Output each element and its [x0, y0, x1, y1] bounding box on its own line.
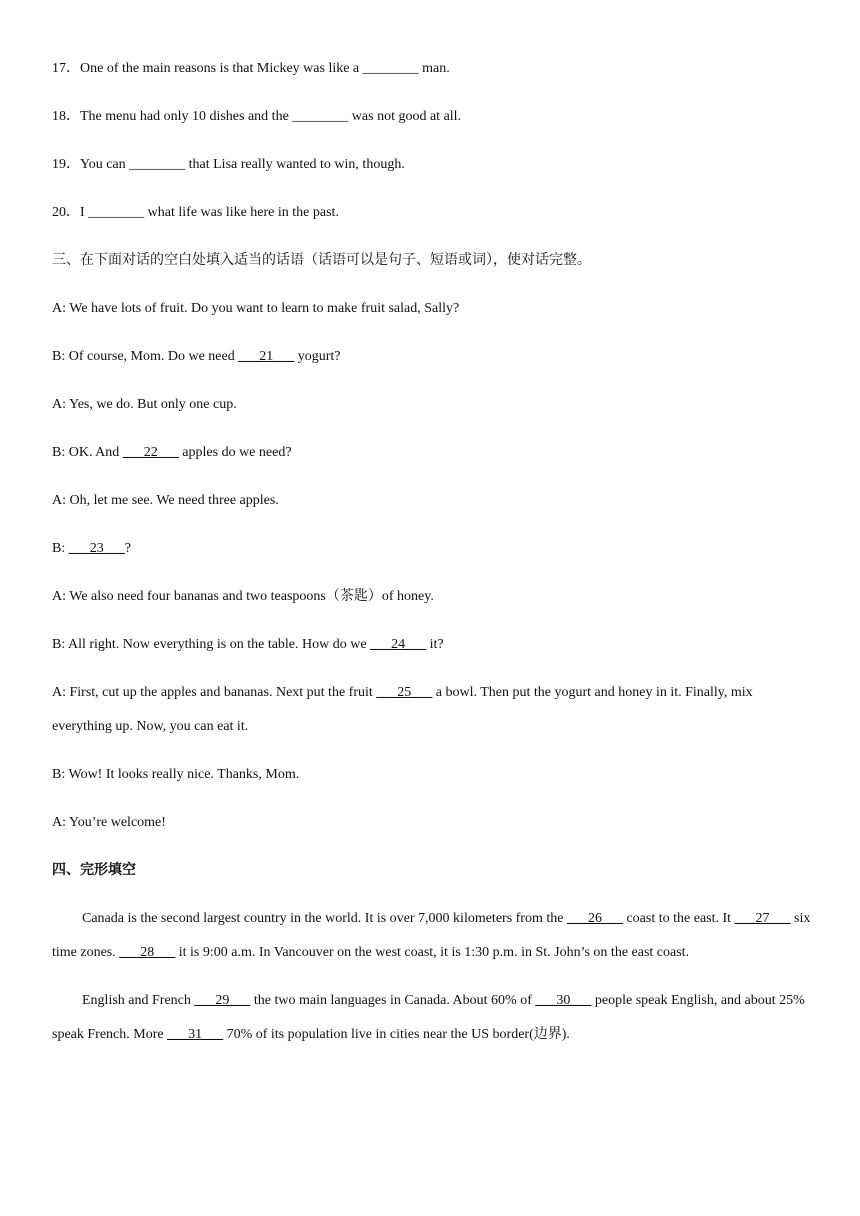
dialogue-line: A: First, cut up the apples and bananas. Next put the fruit ___25___ a bowl. Then put the yogurt and honey in it. Finally, mix everything up. Now, you can eat it.	[52, 685, 753, 734]
section-4-title: 四、完形填空	[52, 863, 136, 878]
question-19: 19．You can ________ that Lisa really wanted to win, though.	[52, 157, 405, 172]
section-3-title: 三、在下面对话的空白处填入适当的话语（话语可以是句子、短语或词），使对话完整。	[52, 253, 591, 268]
dialogue-line: A: We have lots of fruit. Do you want to learn to make fruit salad, Sally?	[52, 301, 460, 316]
answer-blank[interactable]: ________	[88, 205, 145, 220]
question-17: 17．One of the main reasons is that Mickey was like a ________ man.	[52, 61, 450, 76]
dialogue-line: A: We also need four bananas and two teaspoons（茶匙）of honey.	[52, 589, 434, 604]
answer-blank-29[interactable]: ___29___	[194, 993, 251, 1008]
question-20: 20．I ________ what life was like here in the past.	[52, 205, 339, 220]
answer-blank-21[interactable]: ___21___	[238, 349, 295, 364]
answer-blank-25[interactable]: ___25___	[376, 685, 433, 700]
answer-blank-27[interactable]: ___27___	[734, 911, 791, 926]
answer-blank-23[interactable]: ___23___	[68, 541, 125, 556]
dialogue-line: A: Yes, we do. But only one cup.	[52, 397, 237, 412]
cloze-paragraph-1: Canada is the second largest country in the world. It is over 7,000 kilometers from the ___26___ coast to the east. It ___27___ six time zones. ___28___ it is 9:00 a.m. In Vancouver on the west coast, it is 1:30 p.m. in St. John’s on the east coast.	[52, 911, 811, 960]
question-18: 18．The menu had only 10 dishes and the ________ was not good at all.	[52, 109, 462, 124]
dialogue-line: B: OK. And ___22___ apples do we need?	[52, 445, 292, 460]
answer-blank-24[interactable]: ___24___	[370, 637, 427, 652]
dialogue-line: B: Of course, Mom. Do we need ___21___ yogurt?	[52, 349, 341, 364]
dialogue-line: B: ___23___?	[52, 541, 131, 556]
dialogue-line: A: You’re welcome!	[52, 815, 166, 830]
answer-blank[interactable]: ________	[129, 157, 186, 172]
cloze-paragraph-2: English and French ___29___ the two main languages in Canada. About 60% of ___30___ people speak English, and about 25% speak French. More ___31___ 70% of its population live in cities near the US border(边界).	[52, 993, 805, 1042]
dialogue-line: A: Oh, let me see. We need three apples.	[52, 493, 279, 508]
answer-blank-31[interactable]: ___31___	[167, 1027, 224, 1042]
document-page	[52, 52, 812, 1066]
answer-blank-30[interactable]: ___30___	[535, 993, 592, 1008]
answer-blank-22[interactable]: ___22___	[122, 445, 179, 460]
answer-blank-26[interactable]: ___26___	[566, 911, 623, 926]
answer-blank[interactable]: ________	[362, 61, 419, 76]
dialogue-line: B: Wow! It looks really nice. Thanks, Mom.	[52, 767, 300, 782]
answer-blank[interactable]: ________	[292, 109, 349, 124]
dialogue-line: B: All right. Now everything is on the table. How do we ___24___ it?	[52, 637, 444, 652]
answer-blank-28[interactable]: ___28___	[119, 945, 176, 960]
